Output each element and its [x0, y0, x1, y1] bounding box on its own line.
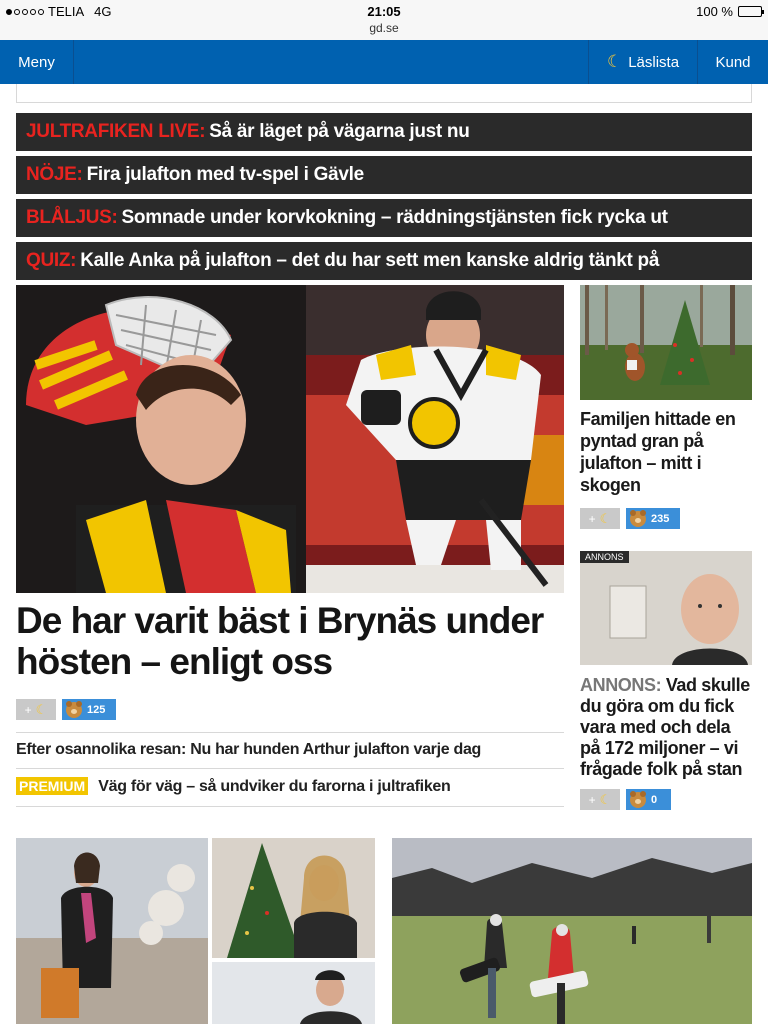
breaking-link-blaljus[interactable]	[16, 199, 752, 237]
reading-list-button[interactable]	[588, 40, 698, 84]
bar-text: Somnade under korvkokning – räddningstjänsten fick rycka ut	[121, 207, 668, 228]
story-link-arthur[interactable]	[16, 732, 564, 768]
bar-kicker: BLÅLJUS:	[26, 207, 118, 228]
breaking-link-traffic[interactable]	[16, 113, 752, 151]
side-story-image[interactable]	[580, 285, 752, 400]
bar-text: Så är läget på vägarna just nu	[209, 121, 470, 142]
bear-icon	[630, 511, 646, 527]
battery-percent: 100 %	[696, 4, 733, 19]
menu-button[interactable]	[0, 40, 74, 84]
main-story-title[interactable]: De har varit bäst i Brynäs under hösten – enligt oss	[16, 600, 544, 682]
reaction-count: 0	[651, 793, 658, 806]
reaction-count-button[interactable]	[62, 699, 116, 720]
reading-list-label: Läslista	[628, 53, 680, 71]
moon-icon: ☾	[606, 52, 623, 71]
bar-kicker: QUIZ:	[26, 250, 77, 271]
address-url[interactable]: gd.se	[369, 21, 399, 35]
story-image-shopping[interactable]	[16, 838, 208, 1024]
ad-title-text: Vad skulle du göra om du fick vara med och dela på 172 miljoner – vi frågade folk på stan	[580, 675, 750, 779]
moon-icon: ☾	[599, 510, 612, 526]
bear-icon	[66, 702, 82, 718]
reaction-count-button[interactable]	[626, 508, 680, 529]
side-story-title[interactable]: Familjen hittade en pyntad gran på julafton – mitt i skogen	[580, 409, 736, 495]
link-text: Väg för väg – så undviker du farorna i jultrafiken	[98, 778, 451, 795]
status-bar	[0, 0, 768, 40]
customer-button[interactable]	[698, 40, 768, 84]
story-image-christmas-tree[interactable]	[212, 838, 375, 958]
ad-story-title[interactable]	[580, 675, 754, 780]
story-link-jultrafik[interactable]	[16, 768, 564, 804]
ad-story-image[interactable]	[580, 551, 752, 665]
main-story-actions	[16, 699, 116, 720]
breaking-link-noje[interactable]	[16, 156, 752, 194]
network-type: 4G	[94, 4, 112, 19]
divider	[16, 806, 564, 807]
side-story-actions	[580, 508, 680, 529]
top-navigation	[0, 40, 768, 84]
story-image-man[interactable]	[212, 962, 375, 1024]
moon-icon: ☾	[35, 701, 48, 717]
reaction-count: 235	[651, 512, 670, 525]
battery-status	[696, 4, 762, 19]
bar-text: Kalle Anka på julafton – det du har sett men kanske aldrig tänkt på	[80, 250, 660, 271]
ad-slot-placeholder	[16, 84, 752, 103]
clock: 21:05	[367, 4, 401, 19]
bar-kicker: NÖJE:	[26, 164, 83, 185]
reaction-count: 125	[87, 703, 106, 716]
add-to-reading-list-button[interactable]	[580, 789, 620, 810]
premium-badge: PREMIUM	[16, 777, 88, 795]
add-to-reading-list-button[interactable]	[580, 508, 620, 529]
bear-icon	[630, 792, 646, 808]
ad-story-actions	[580, 789, 671, 810]
moon-icon: ☾	[599, 791, 612, 807]
plus-icon: +	[588, 511, 596, 526]
ad-kicker: ANNONS:	[580, 675, 662, 695]
reaction-count-button[interactable]	[626, 789, 671, 810]
customer-label: Kund	[715, 53, 751, 71]
link-text: Efter osannolika resan: Nu har hunden Arthur julafton varje dag	[16, 741, 482, 758]
bar-kicker: JULTRAFIKEN LIVE:	[26, 121, 206, 142]
carrier-name: TELIA	[48, 4, 85, 19]
add-to-reading-list-button[interactable]	[16, 699, 56, 720]
battery-icon	[738, 6, 762, 17]
ad-tag: ANNONS	[580, 551, 629, 563]
plus-icon: +	[24, 702, 32, 717]
breaking-link-quiz[interactable]	[16, 242, 752, 280]
bar-text: Fira julafton med tv-spel i Gävle	[86, 164, 364, 185]
plus-icon: +	[588, 792, 596, 807]
main-story-image[interactable]	[16, 285, 564, 593]
menu-label: Meny	[18, 53, 55, 71]
story-image-golf[interactable]	[392, 838, 752, 1024]
